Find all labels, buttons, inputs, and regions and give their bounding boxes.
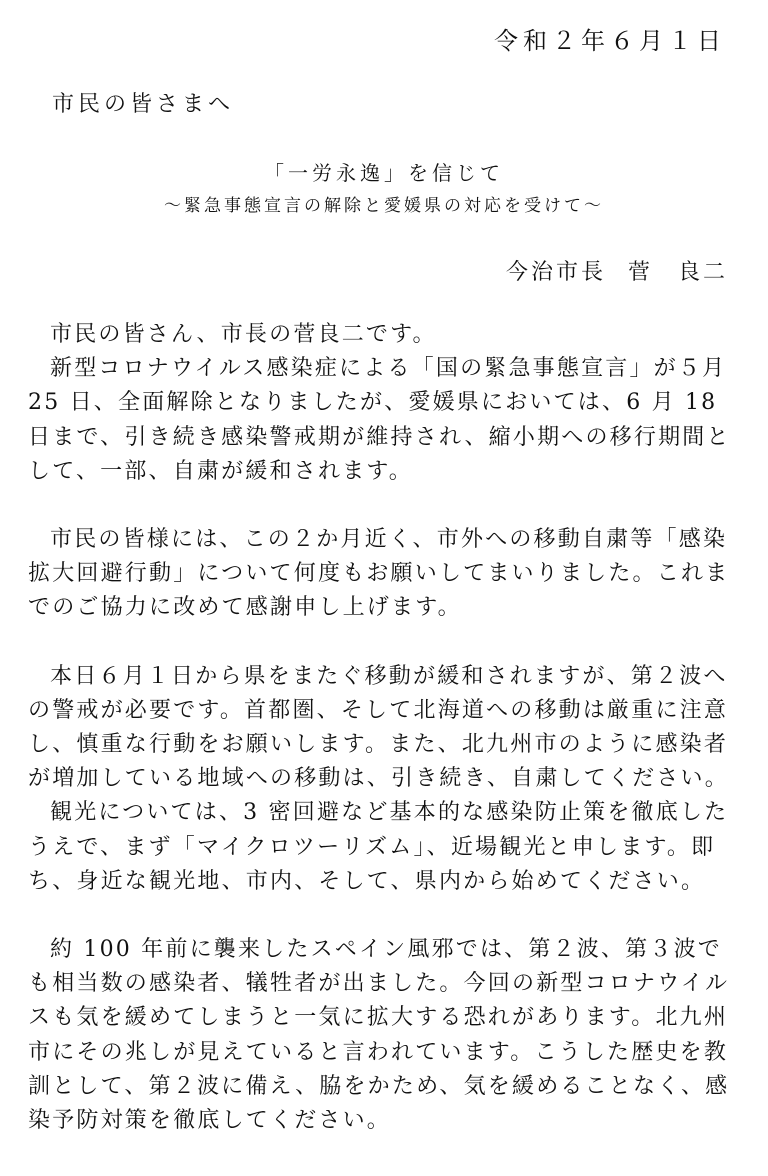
paragraph-tourism: 観光については、3 密回避など基本的な感染防止策を徹底したうえで、まず「マイクロツーリズム」、近場観光と申します。即ち、身近な観光地、市内、そして、県内から始めてください。 [28,800,729,894]
paragraph-emergency-lift: 新型コロナウイルス感染症による「国の緊急事態宣言」が５月 25 日、全面解除となりましたが、愛媛県においては、6 月 18 日まで、引き続き感染警戒期が維持され、縮小期への移行期間として、一部、自粛が緩和されます。 [28,356,731,484]
paragraph-travel-caution: 本日６月１日から県をまたぐ移動が緩和されますが、第２波への警戒が必要です。首都圏、そして北海道への移動は厳重に注意し、慎重な行動をお願いします。また、北九州市のように感染者が増加している地域への移動は、引き続き、自粛してください。 [28,663,729,792]
paragraph-history-lesson: 約 100 年前に襲来したスペイン風邪では、第２波、第３波でも相当数の感染者、犠牲者が出ました。今回の新型コロナウイルスも気を緩めてしまうと一気に拡大する恐れがあります。北九州市にその兆しが見えていると言われています。こうした歴史を教訓として、第２波に備え、脇をかため、気を緩めることなく、感染予防対策を徹底してください。 [28,937,730,1134]
letter-date: 令和２年６月１日 [494,27,726,55]
letter-body [28,318,740,1138]
author-title: 今治市長 [505,260,606,285]
author-name: 菅 良二 [627,260,728,285]
letter-addressee: 市民の皆さまへ [52,92,235,117]
paragraph-greeting: 市民の皆さん、市長の菅良二です。 [50,322,437,347]
letter-author [506,258,728,288]
letter-title: 「一労永逸」を信じて [264,161,504,185]
paragraph-thanks: 市民の皆様には、この２か月近く、市外への移動自粛等「感染拡大回避行動」について何度もお願いしてまいりました。これまでのご協力に改めて感謝申し上げます。 [28,527,730,621]
letter-subtitle: ～緊急事態宣言の解除と愛媛県の対応を受けて～ [164,196,604,216]
